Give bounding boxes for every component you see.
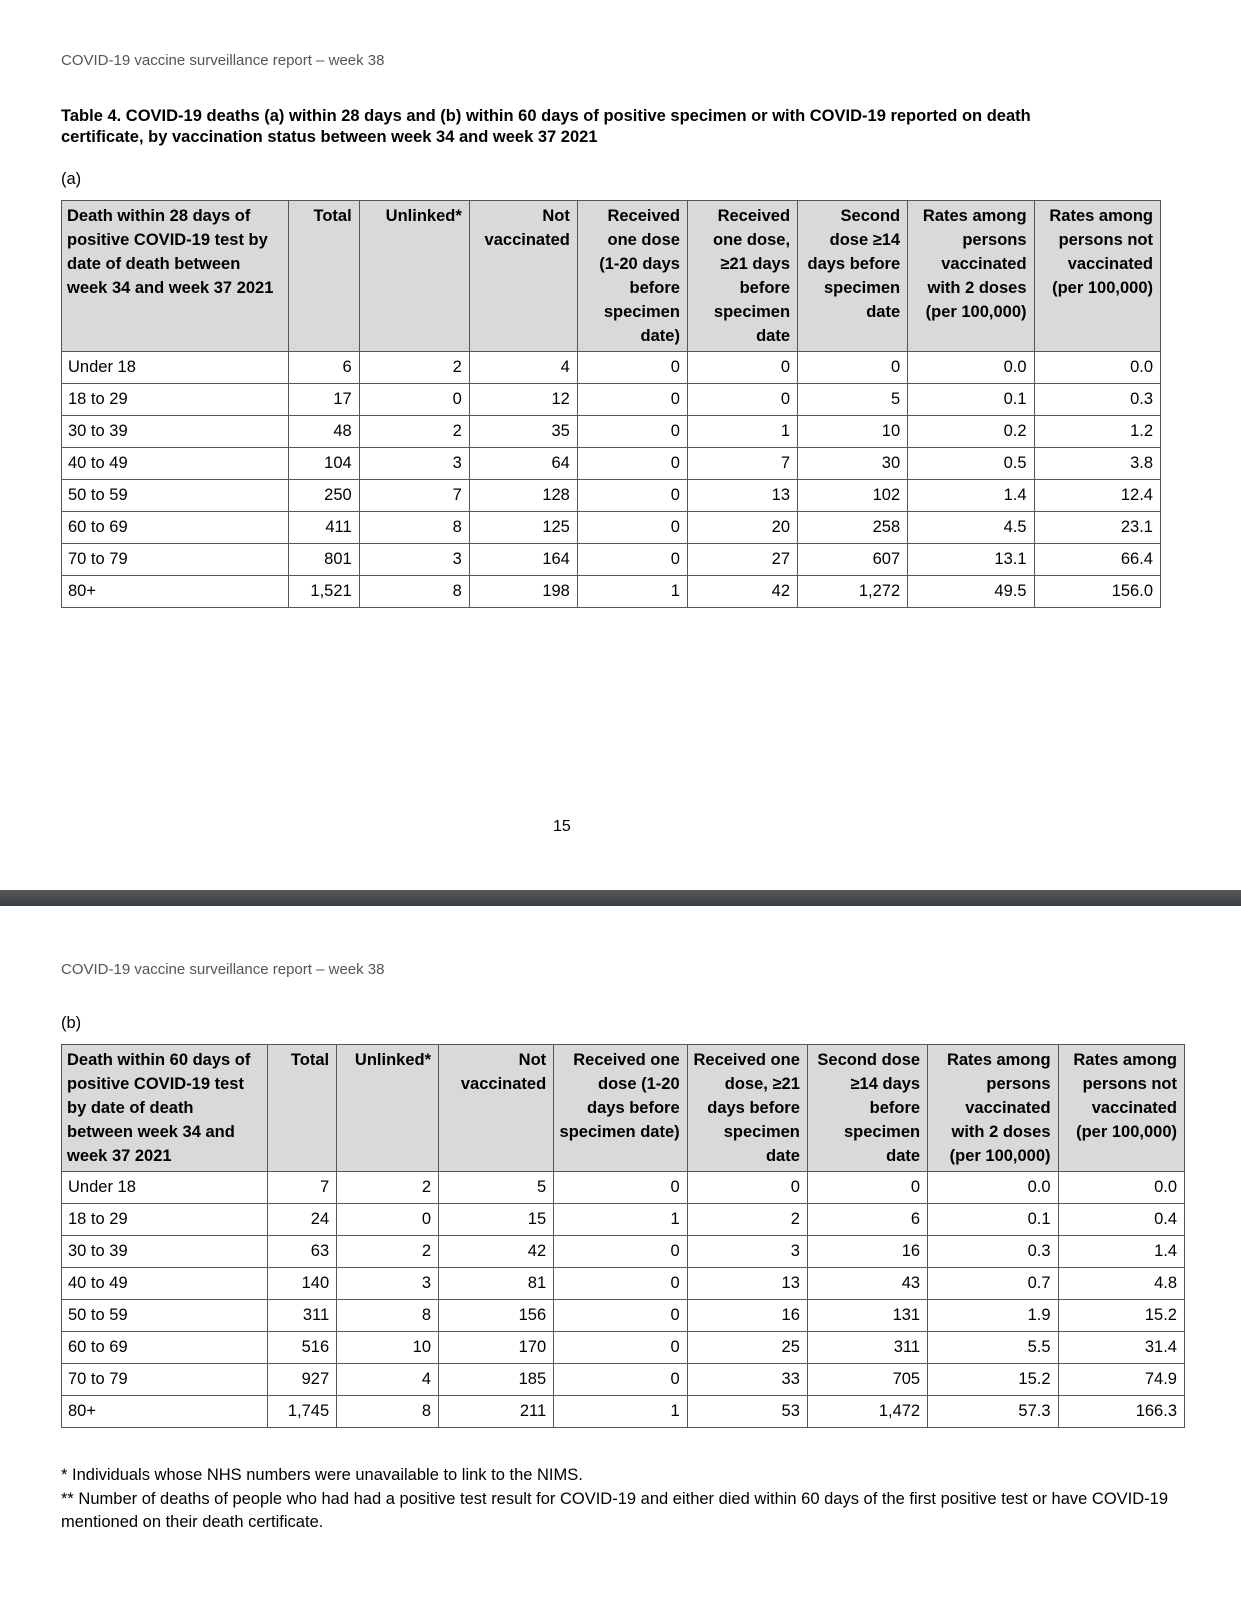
column-header: Unlinked*: [359, 201, 469, 352]
table-cell: 5.5: [928, 1332, 1058, 1364]
table-cell: 33: [687, 1364, 807, 1396]
table-row: [62, 1300, 1185, 1332]
table-cell: 0.1: [928, 1204, 1058, 1236]
table-cell: 12: [469, 384, 577, 416]
table-cell: 17: [289, 384, 359, 416]
table-row: [62, 352, 1161, 384]
table-cell: 10: [798, 416, 908, 448]
age-group-cell: 70 to 79: [62, 544, 289, 576]
report-header: COVID-19 vaccine surveillance report – week 38: [61, 52, 385, 69]
table-cell: 1,745: [267, 1396, 336, 1428]
table-cell: 49.5: [908, 576, 1034, 608]
footnotes: [61, 1464, 1171, 1535]
table-cell: 5: [439, 1172, 554, 1204]
age-group-cell: Under 18: [62, 1172, 268, 1204]
report-header: COVID-19 vaccine surveillance report – week 38: [61, 961, 385, 978]
table-cell: 6: [289, 352, 359, 384]
column-header: Death within 60 days of positive COVID-19 test by date of death between week 34 and week 37 2021: [62, 1045, 268, 1172]
table-cell: 66.4: [1034, 544, 1160, 576]
table-cell: 13: [687, 480, 797, 512]
table-row: [62, 1236, 1185, 1268]
footnote-unlinked: * Individuals whose NHS numbers were unavailable to link to the NIMS.: [61, 1466, 583, 1484]
table-cell: 0.0: [928, 1172, 1058, 1204]
table-cell: 31.4: [1058, 1332, 1184, 1364]
table-cell: 0: [359, 384, 469, 416]
table-cell: 5: [798, 384, 908, 416]
column-header: Total: [289, 201, 359, 352]
column-header: Rates among persons vaccinated with 2 doses (per 100,000): [908, 201, 1034, 352]
table-cell: 3: [337, 1268, 439, 1300]
table-cell: 0: [577, 480, 687, 512]
column-header: Unlinked*: [337, 1045, 439, 1172]
table-cell: 1.4: [908, 480, 1034, 512]
table-cell: 0.3: [928, 1236, 1058, 1268]
table-cell: 15.2: [1058, 1300, 1184, 1332]
table-cell: 10: [337, 1332, 439, 1364]
footnote-deaths-definition: ** Number of deaths of people who had had a positive test result for COVID-19 and either died within 60 days of the first positive test or have COVID-19 mentioned on their death certificate.: [61, 1489, 1169, 1531]
table-cell: 64: [469, 448, 577, 480]
table-cell: 1: [577, 576, 687, 608]
table-cell: 2: [337, 1236, 439, 1268]
age-group-cell: Under 18: [62, 352, 289, 384]
table-cell: 8: [337, 1300, 439, 1332]
table-row: [62, 512, 1161, 544]
table-cell: 1,472: [807, 1396, 927, 1428]
table-row: [62, 448, 1161, 480]
table-cell: 311: [807, 1332, 927, 1364]
table-cell: 211: [439, 1396, 554, 1428]
table-cell: 1: [554, 1204, 687, 1236]
table-cell: 15.2: [928, 1364, 1058, 1396]
table-cell: 2: [687, 1204, 807, 1236]
column-header: Second dose ≥14 days before specimen date: [807, 1045, 927, 1172]
table-cell: 0.5: [908, 448, 1034, 480]
age-group-cell: 30 to 39: [62, 1236, 268, 1268]
table-cell: 20: [687, 512, 797, 544]
table-cell: 166.3: [1058, 1396, 1184, 1428]
table-row: [62, 1396, 1185, 1428]
age-group-cell: 30 to 39: [62, 416, 289, 448]
column-header: Second dose ≥14 days before specimen date: [798, 201, 908, 352]
table-cell: 0: [554, 1364, 687, 1396]
table-cell: 102: [798, 480, 908, 512]
table-row: [62, 384, 1161, 416]
column-header: Rates among persons not vaccinated (per 100,000): [1034, 201, 1160, 352]
table-cell: 0.4: [1058, 1204, 1184, 1236]
table-cell: 104: [289, 448, 359, 480]
table-cell: 7: [687, 448, 797, 480]
table-cell: 30: [798, 448, 908, 480]
table-cell: 198: [469, 576, 577, 608]
table-cell: 3: [359, 448, 469, 480]
table-cell: 4: [469, 352, 577, 384]
table-cell: 411: [289, 512, 359, 544]
table-cell: 0.3: [1034, 384, 1160, 416]
age-group-cell: 18 to 29: [62, 384, 289, 416]
column-header: Received one dose (1-20 days before specimen date): [554, 1045, 687, 1172]
table-cell: 0: [337, 1204, 439, 1236]
table-row: [62, 1204, 1185, 1236]
column-header: Received one dose, ≥21 days before specimen date: [687, 1045, 807, 1172]
table-cell: 0: [807, 1172, 927, 1204]
table-cell: 16: [807, 1236, 927, 1268]
table-cell: 63: [267, 1236, 336, 1268]
column-header: Not vaccinated: [469, 201, 577, 352]
table-cell: 43: [807, 1268, 927, 1300]
table-cell: 57.3: [928, 1396, 1058, 1428]
table-cell: 7: [267, 1172, 336, 1204]
column-header: Death within 28 days of positive COVID-19 test by date of death between week 34 and week 37 2021: [62, 201, 289, 352]
table-row: [62, 1268, 1185, 1300]
age-group-cell: 70 to 79: [62, 1364, 268, 1396]
table-cell: 0: [554, 1332, 687, 1364]
table-cell: 0: [577, 544, 687, 576]
table-cell: 140: [267, 1268, 336, 1300]
age-group-cell: 18 to 29: [62, 1204, 268, 1236]
table-cell: 164: [469, 544, 577, 576]
table-cell: 801: [289, 544, 359, 576]
table-header-row: [62, 1045, 1185, 1172]
age-group-cell: 50 to 59: [62, 1300, 268, 1332]
table-cell: 2: [337, 1172, 439, 1204]
table-cell: 1,521: [289, 576, 359, 608]
age-group-cell: 80+: [62, 1396, 268, 1428]
table-cell: 0.0: [1034, 352, 1160, 384]
table-cell: 6: [807, 1204, 927, 1236]
table-row: [62, 1364, 1185, 1396]
table-cell: 0.2: [908, 416, 1034, 448]
table-cell: 4.8: [1058, 1268, 1184, 1300]
table-cell: 13: [687, 1268, 807, 1300]
table-cell: 0: [577, 416, 687, 448]
table-cell: 250: [289, 480, 359, 512]
table-caption: Table 4. COVID-19 deaths (a) within 28 days and (b) within 60 days of positive specimen or with COVID-19 reported on death certificate, by vaccination status between week 34 and week 37 2021: [61, 107, 1031, 146]
table-a-label: (a): [61, 170, 82, 188]
column-header: Rates among persons vaccinated with 2 doses (per 100,000): [928, 1045, 1058, 1172]
table-cell: 81: [439, 1268, 554, 1300]
table-cell: 607: [798, 544, 908, 576]
table-cell: 0: [554, 1172, 687, 1204]
table-cell: 156.0: [1034, 576, 1160, 608]
column-header: Rates among persons not vaccinated (per 100,000): [1058, 1045, 1184, 1172]
table-row: [62, 576, 1161, 608]
table-cell: 8: [359, 576, 469, 608]
table-cell: 185: [439, 1364, 554, 1396]
table-cell: 0: [798, 352, 908, 384]
table-cell: 35: [469, 416, 577, 448]
table-cell: 0: [687, 384, 797, 416]
table-cell: 48: [289, 416, 359, 448]
table-cell: 15: [439, 1204, 554, 1236]
table-cell: 24: [267, 1204, 336, 1236]
table-cell: 258: [798, 512, 908, 544]
table-cell: 0.0: [908, 352, 1034, 384]
table-cell: 125: [469, 512, 577, 544]
table-cell: 0: [554, 1268, 687, 1300]
table-cell: 2: [359, 352, 469, 384]
table-cell: 53: [687, 1396, 807, 1428]
table-cell: 27: [687, 544, 797, 576]
table-cell: 1: [554, 1396, 687, 1428]
deaths-60-days-table: [61, 1044, 1185, 1428]
column-header: Not vaccinated: [439, 1045, 554, 1172]
table-row: [62, 1332, 1185, 1364]
age-group-cell: 80+: [62, 576, 289, 608]
table-cell: 25: [687, 1332, 807, 1364]
table-cell: 3: [687, 1236, 807, 1268]
document-page-2: [0, 906, 1241, 1600]
table-row: [62, 544, 1161, 576]
table-cell: 23.1: [1034, 512, 1160, 544]
table-cell: 311: [267, 1300, 336, 1332]
table-cell: 74.9: [1058, 1364, 1184, 1396]
table-cell: 0: [577, 384, 687, 416]
table-cell: 0: [577, 512, 687, 544]
table-cell: 0.1: [908, 384, 1034, 416]
table-cell: 0.7: [928, 1268, 1058, 1300]
table-cell: 0: [577, 448, 687, 480]
table-cell: 4: [337, 1364, 439, 1396]
table-cell: 1.9: [928, 1300, 1058, 1332]
column-header: Received one dose, ≥21 days before specimen date: [687, 201, 797, 352]
table-cell: 7: [359, 480, 469, 512]
age-group-cell: 50 to 59: [62, 480, 289, 512]
table-cell: 4.5: [908, 512, 1034, 544]
table-cell: 3: [359, 544, 469, 576]
table-cell: 1: [687, 416, 797, 448]
table-cell: 516: [267, 1332, 336, 1364]
table-row: [62, 1172, 1185, 1204]
page-divider: [0, 890, 1241, 906]
table-cell: 131: [807, 1300, 927, 1332]
table-cell: 927: [267, 1364, 336, 1396]
table-cell: 8: [337, 1396, 439, 1428]
table-cell: 42: [439, 1236, 554, 1268]
table-cell: 0: [554, 1236, 687, 1268]
table-cell: 1.4: [1058, 1236, 1184, 1268]
table-cell: 128: [469, 480, 577, 512]
table-b-label: (b): [61, 1014, 82, 1032]
table-cell: 0: [554, 1300, 687, 1332]
page-number: 15: [553, 818, 571, 835]
table-header-row: [62, 201, 1161, 352]
table-cell: 1,272: [798, 576, 908, 608]
table-cell: 156: [439, 1300, 554, 1332]
table-cell: 1.2: [1034, 416, 1160, 448]
table-row: [62, 480, 1161, 512]
age-group-cell: 40 to 49: [62, 448, 289, 480]
table-cell: 8: [359, 512, 469, 544]
deaths-28-days-table: [61, 200, 1161, 608]
table-cell: 0: [687, 352, 797, 384]
table-cell: 0: [687, 1172, 807, 1204]
table-cell: 42: [687, 576, 797, 608]
table-cell: 2: [359, 416, 469, 448]
table-cell: 0: [577, 352, 687, 384]
column-header: Total: [267, 1045, 336, 1172]
table-cell: 16: [687, 1300, 807, 1332]
age-group-cell: 40 to 49: [62, 1268, 268, 1300]
table-cell: 170: [439, 1332, 554, 1364]
age-group-cell: 60 to 69: [62, 1332, 268, 1364]
table-row: [62, 416, 1161, 448]
table-cell: 0.0: [1058, 1172, 1184, 1204]
table-cell: 3.8: [1034, 448, 1160, 480]
table-cell: 13.1: [908, 544, 1034, 576]
table-cell: 705: [807, 1364, 927, 1396]
column-header: Received one dose (1-20 days before specimen date): [577, 201, 687, 352]
table-cell: 12.4: [1034, 480, 1160, 512]
age-group-cell: 60 to 69: [62, 512, 289, 544]
